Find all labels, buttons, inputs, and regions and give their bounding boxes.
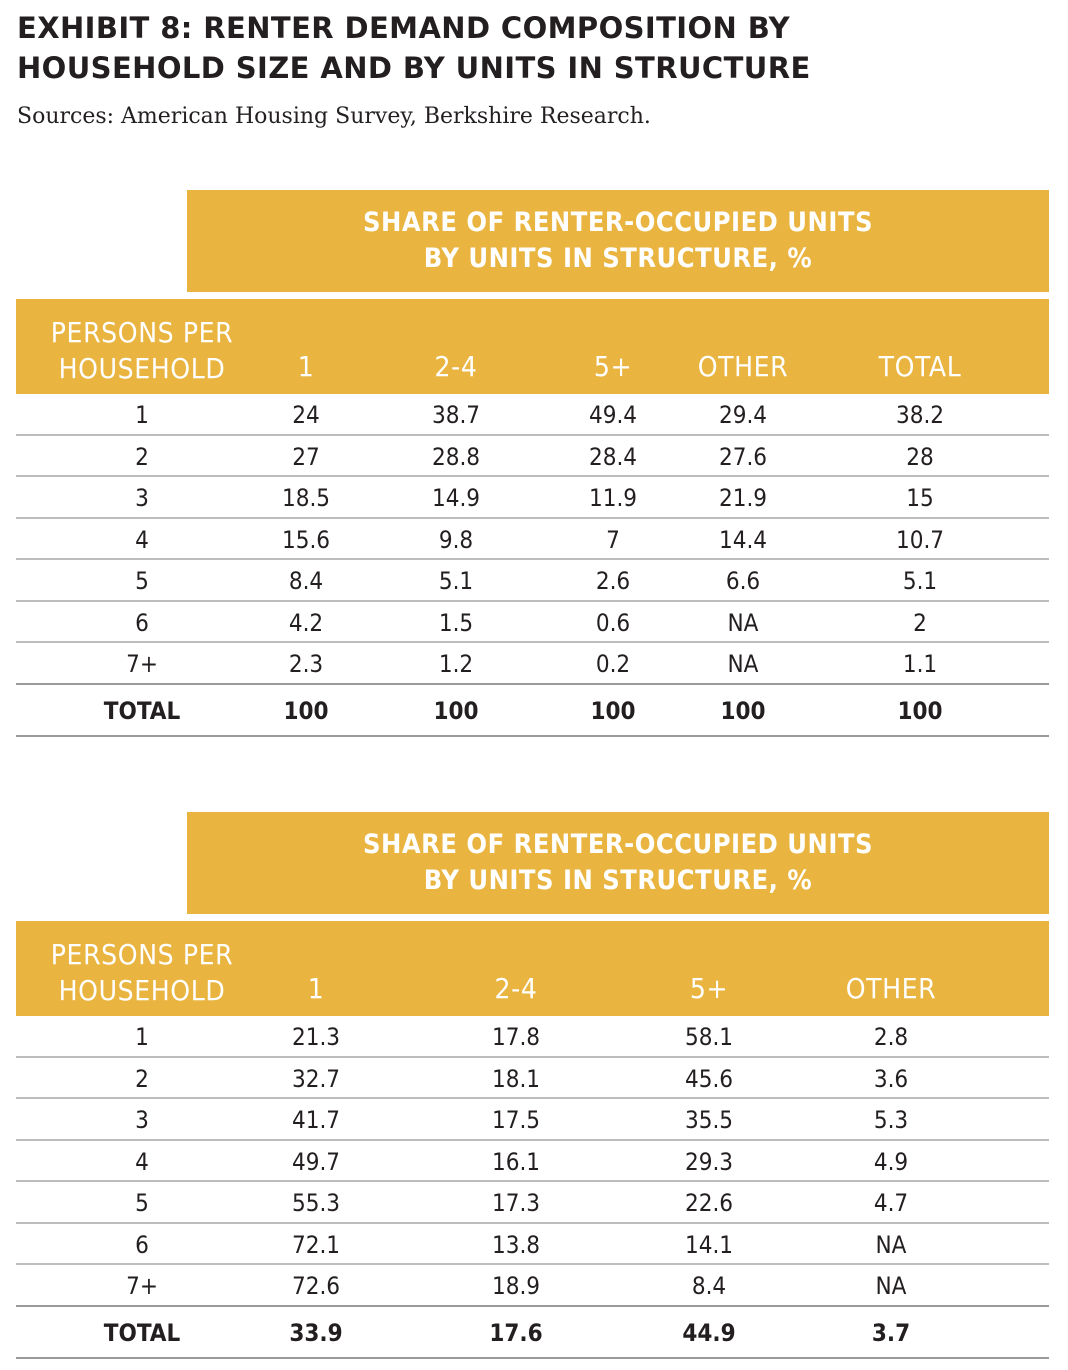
table-cell: 15 xyxy=(906,484,934,512)
table-cell: 27 xyxy=(292,442,320,471)
row-label: 3 xyxy=(135,484,149,512)
table-cell: 72.6 xyxy=(291,1272,341,1300)
table-cell: NA xyxy=(727,650,759,678)
table-cell: NA xyxy=(727,608,759,637)
table-row xyxy=(16,436,1049,478)
row-label: 5 xyxy=(135,567,149,595)
table-cell: 41.7 xyxy=(291,1106,341,1134)
title-line-1: EXHIBIT 8: RENTER DEMAND COMPOSITION BY xyxy=(17,11,791,45)
row-label: 2 xyxy=(135,1064,149,1093)
source-note: Sources: American Housing Survey, Berkshire Research. xyxy=(17,104,651,129)
row-label: 4 xyxy=(135,1147,149,1176)
table-row xyxy=(16,1182,1049,1224)
table-cell: 5.1 xyxy=(902,567,938,595)
table-cell: 7 xyxy=(606,525,620,554)
column-header: 2-4 xyxy=(434,350,478,383)
table-cell: 11.9 xyxy=(588,484,638,512)
table-cell: 38.2 xyxy=(895,401,945,429)
table-2 xyxy=(16,921,1049,1359)
table-1-band-line-2: BY UNITS IN STRUCTURE, % xyxy=(423,243,813,274)
table-cell: 28.8 xyxy=(431,442,481,471)
table-row xyxy=(16,1016,1049,1058)
table-cell: 0.6 xyxy=(595,608,631,637)
total-cell: 100 xyxy=(433,696,479,725)
table-cell: 28 xyxy=(906,442,934,471)
row-label: 6 xyxy=(135,608,149,637)
total-cell: 17.6 xyxy=(489,1318,543,1347)
table-row xyxy=(16,1265,1049,1305)
table-cell: 2.8 xyxy=(873,1023,909,1051)
table-cell: 29.3 xyxy=(684,1147,734,1176)
table-cell: 14.9 xyxy=(431,484,481,512)
table-cell: 45.6 xyxy=(684,1064,734,1093)
total-cell: 100 xyxy=(590,696,636,725)
table-cell: 4.7 xyxy=(873,1189,909,1217)
table-cell: 27.6 xyxy=(718,442,768,471)
table-cell: 18.1 xyxy=(491,1064,541,1093)
table-row xyxy=(16,643,1049,683)
row-header-line-2: HOUSEHOLD xyxy=(58,352,226,385)
total-label: TOTAL xyxy=(103,696,181,725)
total-cell: 100 xyxy=(897,696,943,725)
table-cell: 18.9 xyxy=(491,1272,541,1300)
table-row xyxy=(16,1224,1049,1266)
table-cell: 3.6 xyxy=(873,1064,909,1093)
column-header: 5+ xyxy=(689,972,729,1005)
table-cell: 22.6 xyxy=(684,1189,734,1217)
table-cell: 35.5 xyxy=(684,1106,734,1134)
total-row xyxy=(16,683,1049,737)
table-cell: 38.7 xyxy=(431,401,481,429)
table-2-band xyxy=(187,812,1049,914)
total-cell: 44.9 xyxy=(682,1318,736,1347)
table-cell: 18.5 xyxy=(281,484,331,512)
table-cell: 49.7 xyxy=(291,1147,341,1176)
table-cell: 2.6 xyxy=(595,567,631,595)
table-cell: 55.3 xyxy=(291,1189,341,1217)
table-cell: 1.1 xyxy=(902,650,938,678)
row-label: 4 xyxy=(135,525,149,554)
table-cell: 21.3 xyxy=(291,1023,341,1051)
table-cell: 14.1 xyxy=(684,1230,734,1259)
table-1-band xyxy=(187,190,1049,292)
table-cell: 17.8 xyxy=(491,1023,541,1051)
total-cell: 3.7 xyxy=(871,1318,911,1347)
title-line-2: HOUSEHOLD SIZE AND BY UNITS IN STRUCTURE xyxy=(17,51,811,85)
column-header: 1 xyxy=(297,350,315,383)
row-header-line-2: HOUSEHOLD xyxy=(58,974,226,1007)
row-label: 1 xyxy=(135,401,149,429)
table-cell: 4.2 xyxy=(288,608,324,637)
total-cell: 100 xyxy=(720,696,766,725)
table-row xyxy=(16,560,1049,602)
total-cell: 33.9 xyxy=(289,1318,343,1347)
table-row xyxy=(16,1058,1049,1100)
row-label: 3 xyxy=(135,1106,149,1134)
row-header-line-1: PERSONS PER xyxy=(50,316,234,349)
table-cell: 9.8 xyxy=(438,525,474,554)
table-cell: 4.9 xyxy=(873,1147,909,1176)
column-header: OTHER xyxy=(845,972,937,1005)
exhibit-title xyxy=(17,8,1057,88)
table-cell: NA xyxy=(875,1272,907,1300)
table-1-header-row xyxy=(16,299,1049,394)
row-label: 5 xyxy=(135,1189,149,1217)
column-header: 5+ xyxy=(593,350,633,383)
table-cell: 10.7 xyxy=(895,525,945,554)
table-cell: 14.4 xyxy=(718,525,768,554)
table-row xyxy=(16,519,1049,561)
table-1-band-line-1: SHARE OF RENTER-OCCUPIED UNITS xyxy=(363,207,873,238)
table-cell: 15.6 xyxy=(281,525,331,554)
row-label: 7+ xyxy=(126,650,158,678)
table-cell: 13.8 xyxy=(491,1230,541,1259)
table-row xyxy=(16,1141,1049,1183)
total-row xyxy=(16,1305,1049,1359)
table-2-header-row xyxy=(16,921,1049,1016)
column-header: TOTAL xyxy=(878,350,962,383)
row-label: 6 xyxy=(135,1230,149,1259)
table-row xyxy=(16,477,1049,519)
table-cell: 8.4 xyxy=(691,1272,727,1300)
table-cell: 8.4 xyxy=(288,567,324,595)
total-cell: 100 xyxy=(283,696,329,725)
table-row xyxy=(16,1099,1049,1141)
column-header: OTHER xyxy=(697,350,789,383)
table-cell: 2.3 xyxy=(288,650,324,678)
column-header: 1 xyxy=(307,972,325,1005)
row-label: 2 xyxy=(135,442,149,471)
table-cell: 58.1 xyxy=(684,1023,734,1051)
table-cell: 5.3 xyxy=(873,1106,909,1134)
table-cell: 29.4 xyxy=(718,401,768,429)
table-2-band-line-1: SHARE OF RENTER-OCCUPIED UNITS xyxy=(363,829,873,860)
table-cell: 17.3 xyxy=(491,1189,541,1217)
row-label: 1 xyxy=(135,1023,149,1051)
table-cell: 32.7 xyxy=(291,1064,341,1093)
table-row xyxy=(16,394,1049,436)
row-header-line-1: PERSONS PER xyxy=(50,938,234,971)
row-label: 7+ xyxy=(126,1272,158,1300)
table-cell: 17.5 xyxy=(491,1106,541,1134)
table-cell: 16.1 xyxy=(491,1147,541,1176)
table-2-band-line-2: BY UNITS IN STRUCTURE, % xyxy=(423,865,813,896)
column-header: 2-4 xyxy=(494,972,538,1005)
table-cell: 1.2 xyxy=(438,650,474,678)
total-label: TOTAL xyxy=(103,1318,181,1347)
table-cell: 2 xyxy=(913,608,927,637)
table-cell: 5.1 xyxy=(438,567,474,595)
table-cell: 28.4 xyxy=(588,442,638,471)
table-1 xyxy=(16,299,1049,737)
table-row xyxy=(16,602,1049,644)
table-cell: 24 xyxy=(292,401,320,429)
table-cell: 6.6 xyxy=(725,567,761,595)
table-cell: 1.5 xyxy=(438,608,474,637)
table-cell: 0.2 xyxy=(595,650,631,678)
table-cell: 21.9 xyxy=(718,484,768,512)
table-cell: 49.4 xyxy=(588,401,638,429)
table-cell: NA xyxy=(875,1230,907,1259)
table-cell: 72.1 xyxy=(291,1230,341,1259)
